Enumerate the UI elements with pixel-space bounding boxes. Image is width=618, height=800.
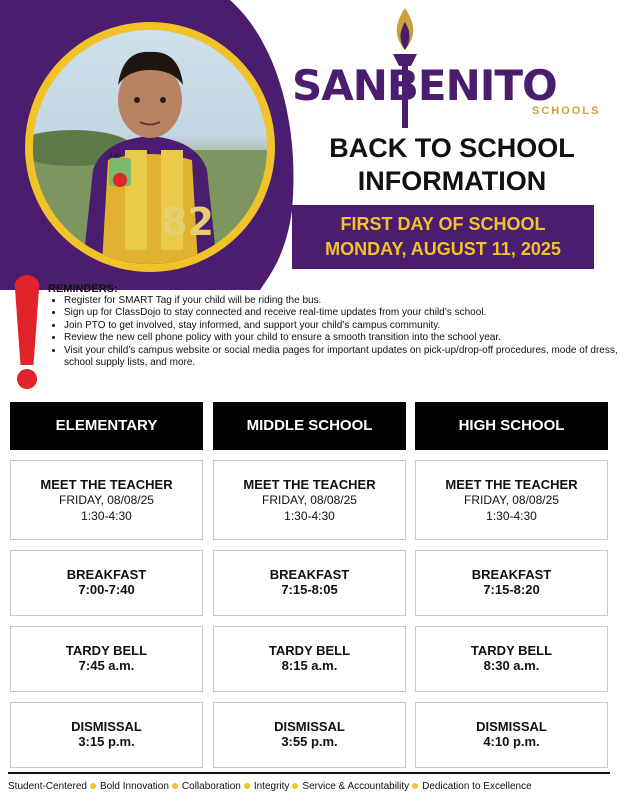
footer-divider	[8, 772, 610, 774]
column-header-elementary: ELEMENTARY	[10, 402, 203, 450]
bullet-dot-icon	[172, 783, 178, 789]
dismissal-time: 3:55 p.m.	[281, 734, 338, 749]
breakfast-card-middle-school	[213, 550, 406, 616]
breakfast-time: 7:00-7:40	[78, 582, 135, 597]
core-values-footer	[8, 781, 610, 792]
dismissal-time: 4:10 p.m.	[483, 734, 540, 749]
reminder-item: • Sign up for ClassDojo to stay connected and receive real-time updates from your child’s school.	[64, 307, 618, 319]
first-day-label: FIRST DAY OF SCHOOL	[340, 214, 546, 234]
meet-teacher-date: FRIDAY, 08/08/25	[464, 493, 559, 507]
tardy-bell-label: TARDY BELL	[65, 643, 148, 658]
dismissal-card-high-school	[415, 702, 608, 768]
column-header-high-school: HIGH SCHOOL	[415, 402, 608, 450]
meet-teacher-title: MEET THE TEACHER	[243, 477, 376, 492]
meet-teacher-time: 1:30-4:30	[486, 509, 537, 523]
core-value: Integrity	[253, 781, 290, 792]
breakfast-card-elementary	[10, 550, 203, 616]
tardy-bell-card-high-school	[415, 626, 608, 692]
core-value: Student-Centered	[8, 781, 87, 792]
exclamation-icon	[14, 275, 40, 365]
football-player-illustration	[33, 30, 267, 264]
tardy-bell-time: 7:45 a.m.	[78, 658, 135, 673]
reminder-item: • Register for SMART Tag if your child will be riding the bus.	[64, 295, 618, 307]
district-logo-wordmark: SANBENITO	[292, 61, 557, 110]
district-logo-subtitle: SCHOOLS	[532, 105, 601, 117]
meet-teacher-date: FRIDAY, 08/08/25	[59, 493, 154, 507]
first-day-date: MONDAY, AUGUST 11, 2025	[325, 239, 561, 259]
meet-teacher-time: 1:30-4:30	[81, 509, 132, 523]
core-value: Collaboration	[181, 781, 241, 792]
meet-teacher-card-high-school	[415, 460, 608, 540]
meet-teacher-card-elementary	[10, 460, 203, 540]
breakfast-card-high-school	[415, 550, 608, 616]
dismissal-label: DISMISSAL	[274, 719, 345, 734]
exclamation-dot-icon	[17, 369, 37, 389]
dismissal-card-elementary	[10, 702, 203, 768]
breakfast-time: 7:15-8:20	[483, 582, 540, 597]
dismissal-time: 3:15 p.m.	[78, 734, 135, 749]
core-value: Bold Innovation	[99, 781, 169, 792]
first-day-banner	[292, 205, 594, 269]
dismissal-card-middle-school	[213, 702, 406, 768]
core-value: Dedication to Excellence	[422, 781, 532, 792]
core-value: Service & Accountability	[302, 781, 410, 792]
bullet-dot-icon	[90, 783, 96, 789]
reminders-title: REMINDERS:	[48, 283, 118, 295]
tardy-bell-card-middle-school	[213, 626, 406, 692]
tardy-bell-card-elementary	[10, 626, 203, 692]
reminder-item: • Join PTO to get involved, stay informed, and support your child’s campus community.	[64, 320, 618, 332]
tardy-bell-label: TARDY BELL	[268, 643, 351, 658]
breakfast-label: BREAKFAST	[66, 567, 147, 582]
badge-text: # 40	[109, 154, 121, 160]
reminder-item: • Visit your child’s campus website or social media pages for important updates on pick-up/drop-off procedures, mode of dress, school supply lists, and more.	[64, 345, 618, 370]
tardy-bell-time: 8:30 a.m.	[483, 658, 540, 673]
tardy-bell-time: 8:15 a.m.	[281, 658, 338, 673]
meet-teacher-time: 1:30-4:30	[284, 509, 335, 523]
reminders-list	[48, 295, 618, 369]
jersey-number: 82	[161, 200, 214, 244]
breakfast-time: 7:15-8:05	[281, 582, 338, 597]
bullet-dot-icon	[244, 783, 250, 789]
title-line-1: BACK TO SCHOOL	[329, 133, 575, 163]
bullet-dot-icon	[292, 783, 298, 789]
breakfast-label: BREAKFAST	[269, 567, 350, 582]
bullet-dot-icon	[412, 783, 418, 789]
meet-teacher-date: FRIDAY, 08/08/25	[262, 493, 357, 507]
student-photo	[25, 22, 275, 272]
title-line-2: INFORMATION	[357, 166, 547, 196]
dismissal-label: DISMISSAL	[476, 719, 547, 734]
meet-teacher-title: MEET THE TEACHER	[445, 477, 578, 492]
dismissal-label: DISMISSAL	[71, 719, 142, 734]
tardy-bell-label: TARDY BELL	[470, 643, 553, 658]
breakfast-label: BREAKFAST	[471, 567, 552, 582]
meet-teacher-title: MEET THE TEACHER	[40, 477, 173, 492]
page-title	[292, 132, 612, 198]
column-header-middle-school: MIDDLE SCHOOL	[213, 402, 406, 450]
reminder-item: • Review the new cell phone policy with your child to ensure a smooth transition into the school year.	[64, 332, 618, 344]
meet-teacher-card-middle-school	[213, 460, 406, 540]
